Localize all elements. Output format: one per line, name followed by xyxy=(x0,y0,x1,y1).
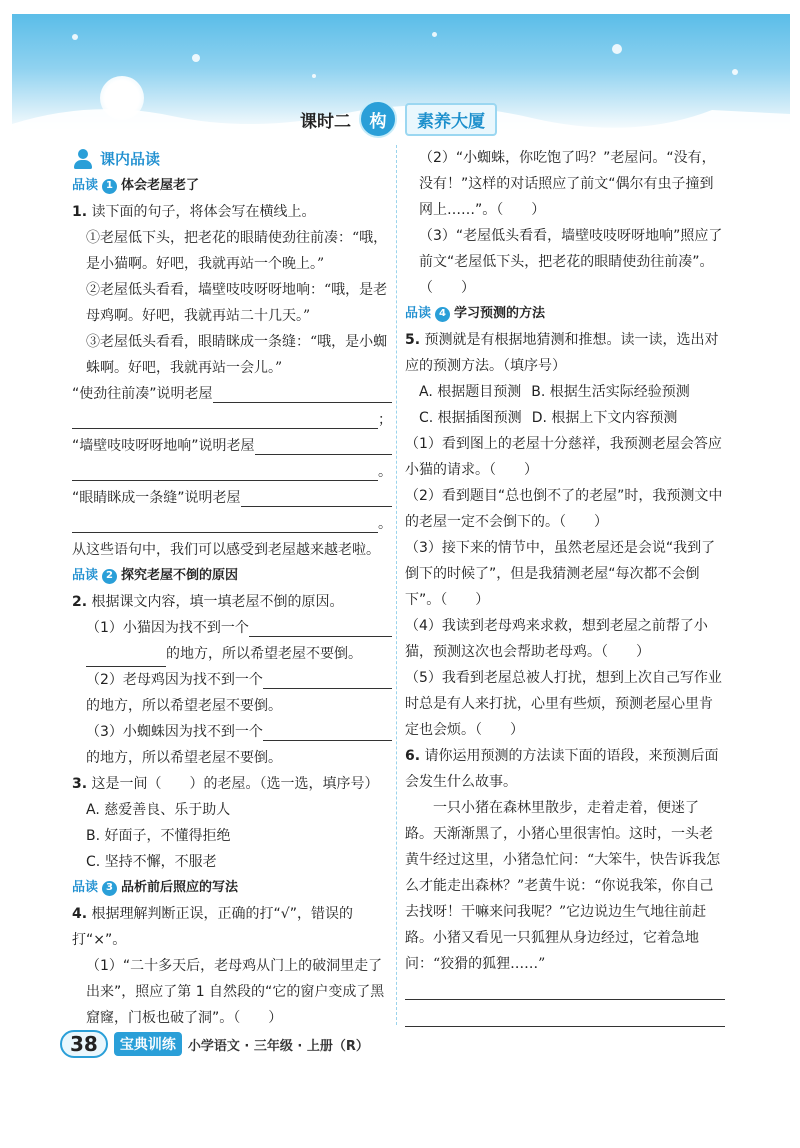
answer-blank[interactable] xyxy=(72,410,378,429)
q4-item-2: （2）“小蜘蛛，你吃饱了吗？”老屋问。“没有，没有！”这样的对话照应了前文“偶尔有虫子撞到网上……”。（ ） xyxy=(419,150,716,218)
snowflake-icon xyxy=(72,34,78,40)
answer-blank[interactable] xyxy=(86,648,166,667)
snowflake-icon xyxy=(432,32,437,37)
conclusion-text: 从这些语句中，我们可以感受到老屋越来越老啦。 xyxy=(72,542,380,558)
lesson-heading: 素养大厦 xyxy=(405,103,497,136)
option-d[interactable]: D. 根据上下文内容预测 xyxy=(531,410,678,426)
option-c[interactable]: C. 根据插图预测 xyxy=(419,410,522,426)
column-divider xyxy=(396,145,397,1025)
option-b[interactable]: B. 好面子，不懂得拒绝 xyxy=(86,828,231,844)
answer-line[interactable] xyxy=(405,1004,725,1027)
reader-icon xyxy=(72,148,94,170)
answer-blank[interactable] xyxy=(263,670,392,689)
question-2: 2. 根据课文内容，填一填老屋不倒的原因。 xyxy=(72,594,344,610)
q5-item-2: （2）看到题目“总也倒不了的老屋”时，我预测文中的老屋一定不会倒下的。（ ） xyxy=(405,488,723,530)
sentence-2: ②老屋低头看看，墙壁吱吱呀呀地响：“哦，是老母鸡啊。好吧，我就再站二十几天。” xyxy=(86,282,388,324)
subsection-1-heading: 品读 1 体会老屋老了 xyxy=(72,178,200,193)
lesson-badge: 构 xyxy=(359,100,397,138)
q2-item-3: （3）小蜘蛛因为找不到一个 xyxy=(72,719,392,745)
subsection-4-heading: 品读 4 学习预测的方法 xyxy=(405,306,546,321)
answer-line-2: “墙壁吱吱呀呀地响”说明老屋 xyxy=(72,433,392,459)
snowflake-icon xyxy=(312,74,316,78)
left-column: 课内品读 品读 1 体会老屋老了 1. 读下面的句子，将体会写在横线上。 ①老屋低下头，把老花的眼睛使劲往前凑：“哦，是小猫啊。好吧，我就再站一个晚上。” ②老屋低头看看，墙壁吱吱呀呀地响：“哦，是老母鸡啊。好吧，我就再站二十几天。” ③老屋低头看看，眼睛眯成一条缝：“哦，是小蜘蛛啊。好吧，我就再站一会儿。” “使劲往前凑”说明老屋 ； “墙壁吱吱呀呀地响”说明老屋 。 “眼睛眯成一条缝”说明老屋 。 从这些语句中，我们可以感受到老屋越来越老啦。 品读 2 探究老屋不倒的原因 2. 根据课文内容，填一填老屋不倒的原因。 （1）小猫因为找不到一个 的地方，所以希望老屋不要倒。 （2）老母鸡因为找不到一个 的地方，所以希望老屋不要倒。 （3）小蜘蛛因为找不到一个 的地方，所以希望老屋不要倒。 3. 这是一间（ ）的老屋。（选一选，填序号） A. 慈爱善良、乐于助人 B. 好面子，不懂得拒绝 C. 坚持不懈，不服老 品读 3 品析前后照应的写法 4. 根据理解判断正误，正确的打“√”，错误的打“×”。 （1）“二十多天后，老母鸡从门上的破洞里走了出来”，照应了第 1 自然段的“它的窗户变成了黑窟窿，门板也破了洞”。（ ） xyxy=(72,145,392,1031)
snowflake-icon xyxy=(612,44,622,54)
q2-item-2: （2）老母鸡因为找不到一个 xyxy=(72,667,392,693)
section-title: 课内品读 xyxy=(100,150,161,168)
sentence-1: ①老屋低下头，把老花的眼睛使劲往前凑：“哦，是小猫啊。好吧，我就再站一个晚上。” xyxy=(86,230,388,272)
sentence-3: ③老屋低头看看，眼睛眯成一条缝：“哦，是小蜘蛛啊。好吧，我就再站一会儿。” xyxy=(86,334,388,376)
book-info: 小学语文 · 三年级 · 上册（R） xyxy=(187,1038,369,1054)
question-5: 5. 预测就是有根据地猜测和推想。读一读，选出对应的预测方法。（填序号） xyxy=(405,332,719,374)
question-6: 6. 请你运用预测的方法读下面的语段，来预测后面会发生什么故事。 xyxy=(405,748,719,790)
option-a[interactable]: A. 根据题目预测 xyxy=(419,384,522,400)
answer-blank[interactable] xyxy=(72,514,378,533)
q2-item-1: （1）小猫因为找不到一个 xyxy=(72,615,392,641)
q4-item-1: （1）“二十多天后，老母鸡从门上的破洞里走了出来”，照应了第 1 自然段的“它的窗户变成了黑窟窿，门板也破了洞”。（ ） xyxy=(86,958,385,1026)
answer-line-1: “使劲往前凑”说明老屋 xyxy=(72,381,392,407)
q5-item-3: （3）接下来的情节中，虽然老屋还是会说“我到了倒下的时候了”，但是我猜测老屋“每次都不会倒下”。（ ） xyxy=(405,540,716,608)
q5-item-1: （1）看到图上的老屋十分慈祥，我预测老屋会答应小猫的请求。（ ） xyxy=(405,436,722,478)
answer-blank[interactable] xyxy=(72,462,378,481)
answer-blank[interactable] xyxy=(263,722,392,741)
page-number: 38 xyxy=(60,1030,108,1058)
snowflake-icon xyxy=(192,54,200,62)
answer-blank[interactable] xyxy=(255,436,392,455)
page-footer xyxy=(60,1030,369,1058)
brand-logo: 宝典训练 xyxy=(114,1032,182,1056)
lesson-label: 课时二 xyxy=(300,111,351,132)
q5-item-5: （5）我看到老屋总被人打扰，想到上次自己写作业时总是有人来打扰，心里有些烦，预测老屋心里肯定也会烦。（ ） xyxy=(405,670,722,738)
answer-line-3: “眼睛眯成一条缝”说明老屋 xyxy=(72,485,392,511)
question-4: 4. 根据理解判断正误，正确的打“√”，错误的打“×”。 xyxy=(72,906,353,948)
story-passage: 一只小猪在森林里散步，走着走着，便迷了路。天渐渐黑了，小猪心里很害怕。这时，一头老黄牛经过这里，小猪急忙问：“大笨牛，快告诉我怎么才能走出森林？”老黄牛说：“你说我笨，你自己去找呀！干嘛来问我呢？”它边说边生气地往前赶路。小猪又看见一只狐狸从身边经过，它着急地问：“狡猾的狐狸……” xyxy=(405,800,721,972)
option-c[interactable]: C. 坚持不懈，不服老 xyxy=(86,854,217,870)
question-3: 3. 这是一间（ ）的老屋。（选一选，填序号） xyxy=(72,776,379,792)
q5-item-4: （4）我读到老母鸡来求救，想到老屋之前帮了小猫，预测这次也会帮助老母鸡。（ ） xyxy=(405,618,708,660)
subsection-2-heading: 品读 2 探究老屋不倒的原因 xyxy=(72,568,239,583)
answer-line[interactable] xyxy=(405,977,725,1000)
q4-item-3: （3）“老屋低头看看，墙壁吱吱呀呀地响”照应了前文“老屋低下头，把老花的眼睛使劲往前凑”。（ ） xyxy=(419,228,723,296)
question-1: 1. 读下面的句子，将体会写在横线上。 xyxy=(72,204,316,220)
option-a[interactable]: A. 慈爱善良、乐于助人 xyxy=(86,802,231,818)
subsection-3-heading: 品读 3 品析前后照应的写法 xyxy=(72,880,239,895)
lesson-title xyxy=(300,100,497,138)
answer-blank[interactable] xyxy=(213,384,392,403)
option-b[interactable]: B. 根据生活实际经验预测 xyxy=(531,384,690,400)
answer-blank[interactable] xyxy=(241,488,392,507)
answer-blank[interactable] xyxy=(249,618,392,637)
right-column xyxy=(405,145,725,1031)
section-heading xyxy=(72,145,392,173)
snowflake-icon xyxy=(732,69,738,75)
